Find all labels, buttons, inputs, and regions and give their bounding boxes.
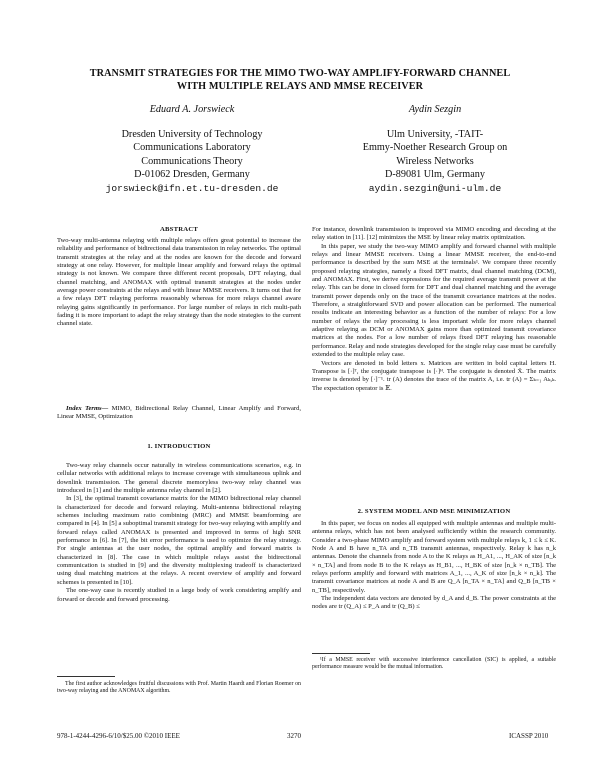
author-block-2	[305, 103, 565, 195]
affiliation-line: Dresden University of Technology	[121, 128, 263, 140]
index-terms	[57, 405, 301, 422]
intro-paragraph: Two-way relay channels occur naturally in wireless communications scenarios, e.g. in cellular networks with additional relays to increase coverage with simultaneous uplink and downlink transmission. The general discrete memoryless two-way relay channel was introduced in [1] and the multiple antenna relay channel in [2].	[57, 462, 301, 495]
section2-paragraph: The independent data vectors are denoted by d_A and d_B. The power constraints at the nodes are tr (Q_A) ≤ P_A and tr (Q_B) ≤	[312, 595, 556, 611]
affiliation-line: Communications Theory	[141, 155, 243, 167]
index-terms-text: MIMO, Bidirectional Relay Channel, Linear Amplify and Forward, Linear MMSE, Optimization	[57, 405, 301, 421]
footnote-mmse: ¹If a MMSE receiver with successive interference cancellation (SIC) is applied, a suitable performance measure would be the mutual information.	[312, 657, 556, 671]
abstract-heading: ABSTRACT	[159, 226, 199, 233]
affiliation-line: Ulm University, -TAIT-	[386, 128, 484, 140]
intro-heading: 1. INTRODUCTION	[147, 443, 211, 450]
intro-paragraph: The one-way case is recently studied in a large body of work considering amplify and forward or decode and forward processing.	[57, 587, 301, 603]
section2-heading: 2. SYSTEM MODEL AND MSE MINIMIZATION	[357, 508, 511, 515]
author-email[interactable]: jorswieck@ifn.et.tu-dresden.de	[105, 182, 279, 194]
paper-title	[40, 67, 560, 93]
right-paragraph: For instance, downlink transmission is improved via MIMO encoding and decoding at the relay station in [11]. [12] minimizes the MSE by linear relay matrix optimization.	[312, 226, 556, 242]
footer-page-number: 3270	[287, 732, 301, 740]
affiliation-line: Wireless Networks	[396, 155, 474, 167]
section2-paragraph: In this paper, we focus on nodes all equipped with multiple antennas and multiple multi-antenna relays, which has not been analysed sufficiently within the research community. Consider a two-phase MIMO amplify and forward system with multiple relays k, 1 ≤ k ≤ K. Node A and B have n_TA and n_TB transmit antennas, respectively. Relay k has n_k antennas. Denote the channels from node A to the K relays as H_A1, ..., H_AK of size [n_k × n_TA] and from node B to the K relays as H_B1, ..., H_BK of size [n_k × n_TB]. The relays perform amplify and forward with matrices A_1, ..., A_K of size [n_k × n_k]. The transmit covariance matrices at node A and B are Q_A [n_TA × n_TA] and Q_B [n_TB × n_TB], respectively.	[312, 520, 556, 594]
affiliation-line: Communications Laboratory	[133, 142, 251, 153]
author-email[interactable]: aydin.sezgin@uni-ulm.de	[368, 182, 502, 194]
footnote-acknowledgement: The first author acknowledges fruitful discussions with Prof. Martin Haardt and Florian Roemer on two-way relaying and the ANOMAX algorithm.	[57, 681, 301, 695]
author-block-1	[62, 103, 322, 195]
right-body	[312, 226, 556, 393]
title-line-2: WITH MULTIPLE RELAYS AND MMSE RECEIVER	[176, 81, 424, 92]
author-name: Eduard A. Jorswieck	[149, 104, 235, 115]
right-paragraph: In this paper, we study the two-way MIMO amplify and forward channel with multiple relays and linear MMSE receivers. Using a linear MMSE receiver, the end-to-end performance is described by the sum MSE at the terminals¹. We compare three recently proposed relaying strategies, namely a fixed DFT matrix, dual channel matching (DCM), and ANOMAX. First, we derive expressions for the required average transmit power at the relay. This can be done in closed form for DFT and dual channel matching and the average transmit power depends only on the trace of the transmit covariance matrices at the nodes. Therefore, a straightforward SVD and power allocation can be performed. The numerical results indicate an interesting behavior as a function of the number of relays: For a low number of relays the relay processing is less important while for more relays channel adaptive relaying as DCM or ANOMAX gains more than optimized transmit covariance matrices at the nodes. For a low number of relays fixed DFT relaying has reasonable performance. Relay and node strategies developed for the single relay case must be carefully extended to the multiple relay case.	[312, 242, 556, 359]
footer-isbn: 978-1-4244-4296-6/10/$25.00 ©2010 IEEE	[57, 732, 180, 740]
abstract-body	[57, 237, 301, 329]
affiliation-line: D-89081 Ulm, Germany	[385, 169, 485, 180]
author-name: Aydin Sezgin	[408, 104, 462, 115]
title-line-1: TRANSMIT STRATEGIES FOR THE MIMO TWO-WAY AMPLIFY-FORWARD CHANNEL	[89, 68, 511, 79]
right-paragraph: Vectors are denoted in bold letters x. Matrices are written in bold capital letters H. Transpose is [·]ᵀ, the conjugate transpose is [·]ᴴ. The conjugate is denoted X̄. The matrix inverse is denoted by [·]⁻¹. tr (A) denotes the trace of the matrix A, i.e. tr (A) = Σₖ₌₁ Aₖ,ₖ. The expectation operator is 𝔼.	[312, 359, 556, 392]
affiliation-line: D-01062 Dresden, Germany	[134, 169, 250, 180]
intro-paragraph: In [3], the optimal transmit covariance matrix for the MIMO bidirectional relay channel is characterized for decode and forward relaying. Multi-antenna bidirectional relaying schemes including maximum ratio combining (MRC) and MMSE beamforming are compared in [4]. In [5] a suboptimal transmit strategy for two-way relaying with amplify and forward relays called ANOMAX is presented and improved in terms of high SNR performance in [6]. In [7], the bit error performance is used to optimize the relay strategy. For single antennas at the user nodes, the optimal amplify and forward matrix is characterized in [8]. The case in which multiple relays assist the bidirectional communication is studied in [9] and the diversity multiplexing tradeoff is characterized using dual matching matrices at the relays. A recent overview of amplify and forward schemes is presented in [10].	[57, 495, 301, 586]
footnote-rule	[57, 676, 115, 677]
footnote-rule	[312, 653, 370, 654]
abstract-text: Two-way multi-antenna relaying with multiple relays offers great potential to increase the reliability and performance of bidirectional data transmission in relay networks. The optimal transmit strategies at the relay and at the nodes are known for the decode and forward strategy at one relay. However, for multiple linear amplify and forward relays the optimal strategy is not known. We compare three different recent proposals, DFT relaying, dual channel matching, and ANOMAX with optimal transmit strategies at the nodes under average power constraints at the relays and with linear MMSE receivers. It turns out that for a few relays DFT relaying performs reasonably whereas for more relays channel aware relaying gains significantly in performance. For large number of relays in rich multi-path fading it is more important to adapt the relay strategy than the node strategies to the current channel state.	[57, 237, 301, 328]
footer-conference: ICASSP 2010	[509, 732, 549, 740]
intro-body	[57, 462, 301, 604]
section2-body	[312, 520, 556, 612]
affiliation-line: Emmy-Noether Research Group on	[362, 142, 508, 153]
index-terms-label: Index Terms—	[66, 405, 109, 412]
